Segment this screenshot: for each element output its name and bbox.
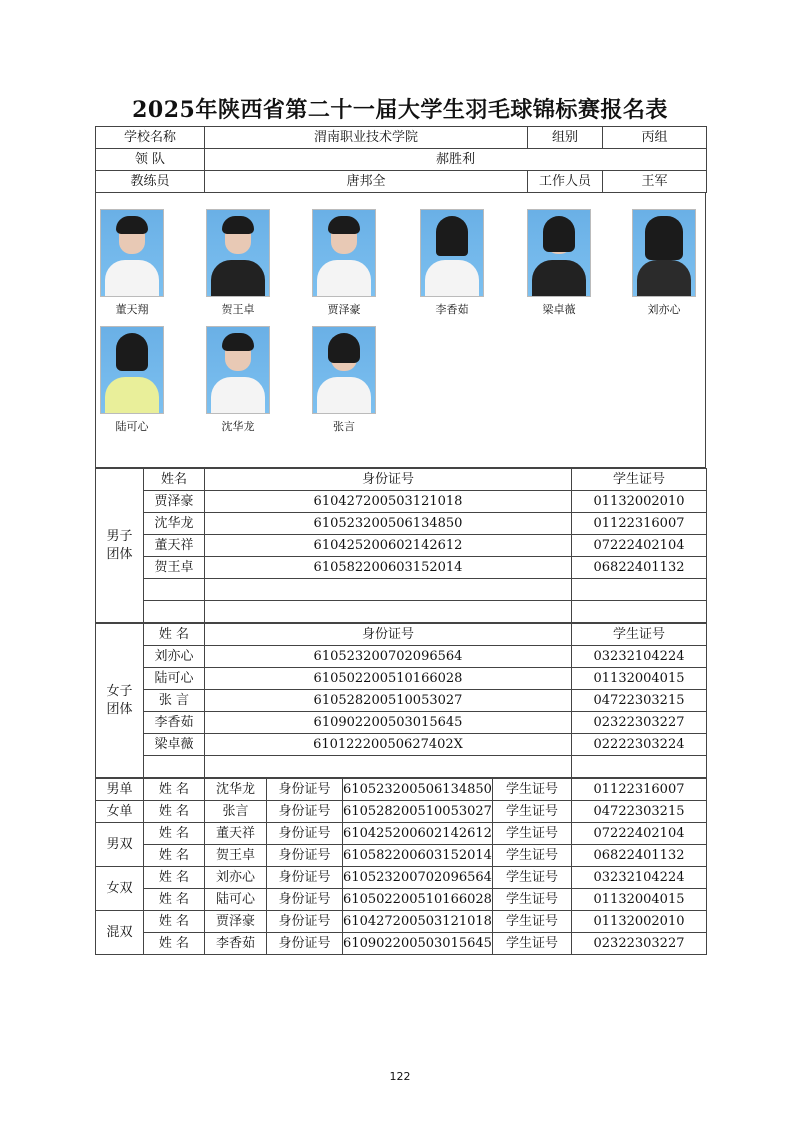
player-name: 张言 — [205, 801, 267, 823]
school-value: 渭南职业技术学院 — [205, 127, 528, 149]
player-name: 陆可心 — [205, 889, 267, 911]
student-number: 02322303227 — [572, 712, 707, 734]
events-table — [95, 778, 707, 955]
portrait-image — [100, 209, 164, 297]
student-number: 06822401132 — [572, 845, 707, 867]
photo-caption: 梁卓薇 — [542, 303, 576, 316]
coach-value: 唐邦全 — [205, 171, 528, 193]
student-number: 02222303224 — [572, 734, 707, 756]
photo-caption: 贾泽豪 — [327, 303, 361, 316]
student-number: 07222402104 — [572, 823, 707, 845]
id-label: 身份证号 — [267, 779, 343, 801]
staff-label: 工作人员 — [528, 171, 603, 193]
id-number: 610502200510166028 — [343, 889, 493, 911]
player-name: 贾泽豪 — [205, 911, 267, 933]
player-name: 贺王卓 — [144, 557, 205, 579]
player-name: 沈华龙 — [205, 779, 267, 801]
portrait-image — [312, 209, 376, 297]
photo-caption: 沈华龙 — [221, 420, 255, 433]
student-number: 01122316007 — [572, 779, 707, 801]
photo-caption: 董天翔 — [115, 303, 149, 316]
player-name: 沈华龙 — [144, 513, 205, 535]
player-name: 梁卓薇 — [144, 734, 205, 756]
name-label: 姓 名 — [144, 867, 205, 889]
player-name: 张 言 — [144, 690, 205, 712]
player-photo — [206, 209, 270, 318]
photo-caption: 李香茹 — [435, 303, 469, 316]
id-number: 610425200602142612 — [205, 535, 572, 557]
player-photo — [632, 209, 696, 318]
empty-cell — [572, 756, 707, 778]
student-id-label: 学生证号 — [493, 779, 572, 801]
photo-caption: 贺王卓 — [221, 303, 255, 316]
name-label: 姓 名 — [144, 889, 205, 911]
id-label: 身份证号 — [267, 889, 343, 911]
id-label: 身份证号 — [267, 933, 343, 955]
name-label: 姓 名 — [144, 845, 205, 867]
name-header: 姓名 — [144, 469, 205, 491]
empty-cell — [144, 756, 205, 778]
page-number: 122 — [389, 1070, 411, 1083]
portrait-image — [632, 209, 696, 297]
student-id-header: 学生证号 — [572, 624, 707, 646]
school-label: 学校名称 — [96, 127, 205, 149]
player-photo — [100, 326, 164, 435]
student-number: 01132004015 — [572, 668, 707, 690]
student-number: 02322303227 — [572, 933, 707, 955]
name-label: 姓 名 — [144, 933, 205, 955]
student-id-label: 学生证号 — [493, 801, 572, 823]
student-id-label: 学生证号 — [493, 933, 572, 955]
event-label: 男单 — [96, 779, 144, 801]
name-header: 姓 名 — [144, 624, 205, 646]
name-label: 姓 名 — [144, 779, 205, 801]
portrait-image — [527, 209, 591, 297]
group-value: 丙组 — [603, 127, 707, 149]
name-label: 姓 名 — [144, 911, 205, 933]
group-label: 组别 — [528, 127, 603, 149]
name-label: 姓 名 — [144, 801, 205, 823]
leader-label: 领 队 — [96, 149, 205, 171]
portrait-image — [312, 326, 376, 414]
player-name: 李香茹 — [205, 933, 267, 955]
id-number: 610427200503121018 — [205, 491, 572, 513]
event-label: 混双 — [96, 911, 144, 955]
id-number: 610902200503015645 — [343, 933, 493, 955]
player-name: 贾泽豪 — [144, 491, 205, 513]
student-number: 01132002010 — [572, 911, 707, 933]
portrait-image — [420, 209, 484, 297]
player-name: 刘亦心 — [205, 867, 267, 889]
portrait-image — [206, 326, 270, 414]
id-number: 610902200503015645 — [205, 712, 572, 734]
student-id-label: 学生证号 — [493, 845, 572, 867]
player-name: 董天祥 — [144, 535, 205, 557]
empty-cell — [144, 601, 205, 623]
empty-cell — [572, 601, 707, 623]
event-label: 女单 — [96, 801, 144, 823]
id-number: 610523200506134850 — [205, 513, 572, 535]
empty-cell — [205, 756, 572, 778]
id-label: 身份证号 — [267, 823, 343, 845]
student-id-label: 学生证号 — [493, 823, 572, 845]
id-number: 610582200603152014 — [343, 845, 493, 867]
student-id-header: 学生证号 — [572, 469, 707, 491]
id-number: 610528200510053027 — [343, 801, 493, 823]
player-name: 董天祥 — [205, 823, 267, 845]
student-id-label: 学生证号 — [493, 911, 572, 933]
student-number: 01132002010 — [572, 491, 707, 513]
student-number: 04722303215 — [572, 801, 707, 823]
player-photo — [206, 326, 270, 435]
women-team-table — [95, 623, 707, 778]
photo-caption: 张言 — [333, 420, 355, 433]
women-team-label: 女子 团体 — [96, 624, 144, 778]
id-number: 610523200506134850 — [343, 779, 493, 801]
player-name: 李香茹 — [144, 712, 205, 734]
id-number: 61012220050627402X — [205, 734, 572, 756]
id-label: 身份证号 — [267, 801, 343, 823]
player-photo — [527, 209, 591, 318]
student-number: 03232104224 — [572, 867, 707, 889]
id-number: 610582200603152014 — [205, 557, 572, 579]
name-label: 姓 名 — [144, 823, 205, 845]
player-photo — [100, 209, 164, 318]
student-number: 07222402104 — [572, 535, 707, 557]
id-label: 身份证号 — [267, 867, 343, 889]
student-number: 03232104224 — [572, 646, 707, 668]
empty-cell — [144, 579, 205, 601]
header-table — [95, 126, 707, 193]
student-number: 06822401132 — [572, 557, 707, 579]
id-number: 610427200503121018 — [343, 911, 493, 933]
id-number: 610523200702096564 — [343, 867, 493, 889]
men-team-label: 男子 团体 — [96, 469, 144, 623]
student-number: 04722303215 — [572, 690, 707, 712]
student-id-label: 学生证号 — [493, 889, 572, 911]
empty-cell — [572, 579, 707, 601]
student-number: 01132004015 — [572, 889, 707, 911]
portrait-image — [206, 209, 270, 297]
student-number: 01122316007 — [572, 513, 707, 535]
photo-caption: 陆可心 — [115, 420, 149, 433]
leader-value: 郝胜利 — [205, 149, 707, 171]
id-number: 610425200602142612 — [343, 823, 493, 845]
id-header: 身份证号 — [205, 469, 572, 491]
registration-form — [95, 126, 706, 955]
men-team-table — [95, 468, 707, 623]
coach-label: 教练员 — [96, 171, 205, 193]
id-number: 610523200702096564 — [205, 646, 572, 668]
player-photo — [312, 209, 376, 318]
empty-cell — [205, 579, 572, 601]
empty-cell — [205, 601, 572, 623]
form-title: 2025年陕西省第二十一届大学生羽毛球锦标赛报名表 — [132, 97, 668, 123]
player-name: 陆可心 — [144, 668, 205, 690]
student-id-label: 学生证号 — [493, 867, 572, 889]
event-label: 男双 — [96, 823, 144, 867]
portrait-image — [100, 326, 164, 414]
photo-caption: 刘亦心 — [647, 303, 681, 316]
player-name: 刘亦心 — [144, 646, 205, 668]
player-photo — [312, 326, 376, 435]
player-name: 贺王卓 — [205, 845, 267, 867]
id-label: 身份证号 — [267, 911, 343, 933]
id-label: 身份证号 — [267, 845, 343, 867]
id-number: 610502200510166028 — [205, 668, 572, 690]
id-number: 610528200510053027 — [205, 690, 572, 712]
photo-gallery — [95, 193, 706, 468]
staff-value: 王军 — [603, 171, 707, 193]
player-photo — [420, 209, 484, 318]
event-label: 女双 — [96, 867, 144, 911]
id-header: 身份证号 — [205, 624, 572, 646]
